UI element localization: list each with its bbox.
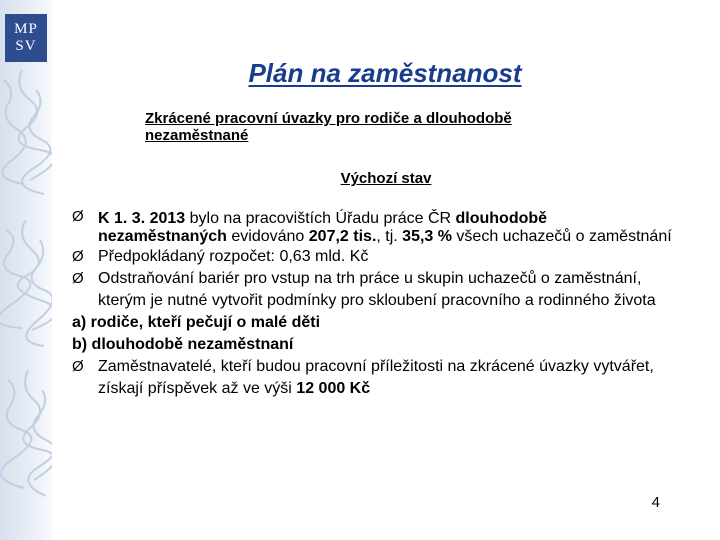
page-title: Plán na zaměstnanost — [248, 58, 522, 88]
content-body — [72, 208, 672, 400]
section-heading: Výchozí stav — [340, 170, 432, 187]
bullet1-text-a: bylo na pracovištích Úřadu práce ČR — [185, 210, 456, 227]
list-item-b: b) dlouhodobě nezaměstnaní — [72, 336, 294, 353]
bullet4-bold-a: 12 000 Kč — [296, 380, 371, 397]
bullet-item-3 — [72, 268, 672, 312]
bullet1-text-c: , tj. — [376, 228, 403, 245]
bullet-item-2 — [72, 246, 672, 268]
bullet4-text-a: Zaměstnavatelé, kteří budou pracovní příležitosti na zkrácené úvazky vytvářet, získají příspěvek až ve výši — [98, 358, 654, 397]
bullet1-bold-c: 207,2 tis. — [308, 228, 377, 245]
arrow-bullet-icon: Ø — [72, 358, 84, 375]
subtitle: Zkrácené pracovní úvazky pro rodiče a dlouhodobě nezaměstnané — [145, 110, 512, 144]
bullet1-bold-d: 35,3 % — [402, 228, 452, 245]
bullet1-text-d: všech uchazečů o zaměstnání — [451, 228, 672, 245]
bullet2-text: Předpokládaný rozpočet: 0,63 mld. Kč — [98, 248, 369, 265]
bullet3-text: Odstraňování bariér pro vstup na trh práce u skupin uchazečů o zaměstnání, kterým je nutné vytvořit podmínky pro skloubení pracovního a rodinného života — [98, 270, 656, 309]
arrow-bullet-icon: Ø — [72, 270, 84, 287]
list-item-a: a) rodiče, kteří pečují o malé děti — [72, 314, 321, 331]
bullet-item-4 — [72, 356, 672, 400]
logo-line-2: SV — [15, 38, 37, 54]
mpsv-logo — [5, 14, 47, 62]
arrow-bullet-icon: Ø — [72, 248, 84, 265]
logo-line-1: MP — [14, 21, 38, 37]
page-number: 4 — [651, 494, 660, 511]
bullet1-bold-b: dlouhodobě nezaměstnaných — [98, 210, 548, 245]
arrow-bullet-icon: Ø — [72, 208, 84, 225]
bullet1-bold-a: K 1. 3. 2013 — [98, 210, 186, 227]
bullet-item-1 — [72, 208, 672, 246]
bullet1-text-b: evidováno — [226, 228, 309, 245]
